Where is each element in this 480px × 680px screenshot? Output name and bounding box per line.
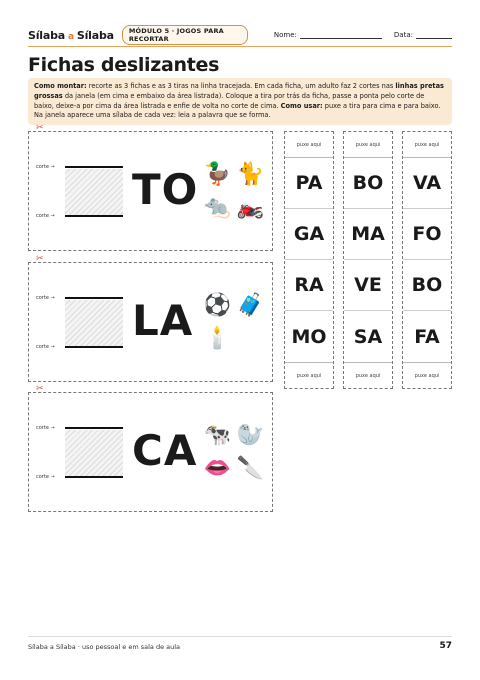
- strip-syllable: BO: [403, 260, 451, 311]
- cut-line-top: [65, 427, 123, 429]
- page-number: 57: [439, 641, 452, 651]
- duck-icon: 🦆: [203, 162, 232, 187]
- syllable-strip-3: [402, 131, 452, 389]
- strip-syllable: FO: [403, 209, 451, 260]
- strip-syllable: MA: [344, 209, 392, 260]
- cut-line-bottom: [65, 346, 123, 348]
- strip-syllable: RA: [285, 260, 333, 311]
- pull-tab-top: puxe aqui: [344, 132, 392, 158]
- cut-label: corte →: [36, 474, 55, 480]
- seal-icon: 🦭: [236, 423, 265, 448]
- cut-label: corte →: [36, 164, 55, 170]
- picture-hints: [201, 289, 267, 355]
- strip-syllable: GA: [285, 209, 333, 260]
- cut-label: corte →: [36, 425, 55, 431]
- strip-syllable: VA: [403, 158, 451, 209]
- pull-tab-top: puxe aqui: [285, 132, 333, 158]
- footer-credit: Sílaba a Sílaba · uso pessoal e em sala de aula: [28, 643, 181, 651]
- ball-icon: ⚽: [203, 293, 232, 318]
- scissors-icon: ✂: [36, 254, 44, 264]
- strip-syllable: SA: [353, 325, 383, 348]
- syllable-strip-2: [343, 131, 393, 389]
- cut-line-bottom: [65, 476, 123, 478]
- picture-hints: [201, 158, 267, 224]
- cut-label: corte →: [36, 295, 55, 301]
- pull-tab-bottom: puxe aqui: [344, 362, 392, 388]
- instructions-box: Como montar: recorte as 3 fichas e as 3 tiras na linha tracejada. Em cada ficha, um adulto faz 2 cortes nas linhas pretas grossas da janela (em cima e embaixo da área listrada). Coloque a tira por trás da ficha, passe a ponta pelo corte de baixo, deixe-a por cima da área listrada e enfie de volta no corte de cima. Como usar: puxe a tira para cima e para baixo. Na janela aparece uma sílaba de cada vez: leia a palavra que se forma.: [28, 78, 452, 125]
- candle-icon: 🕯️: [203, 326, 232, 351]
- card-syllable: LA: [132, 296, 194, 345]
- cut-label: corte →: [36, 344, 55, 350]
- name-field: Nome:: [274, 31, 382, 39]
- module-badge: MÓDULO 5 · JOGOS PARA RECORTAR: [122, 25, 248, 45]
- slide-card-to: [28, 131, 273, 251]
- motorcycle-icon: 🏍️: [236, 195, 265, 220]
- knife-icon: 🔪: [236, 456, 265, 481]
- card-syllable: CA: [132, 426, 198, 475]
- pull-tab-top: puxe aqui: [403, 132, 451, 158]
- cut-line-top: [65, 166, 123, 168]
- suitcase-icon: 🧳: [236, 293, 265, 318]
- cut-line-bottom: [65, 215, 123, 217]
- striped-window: [65, 430, 123, 476]
- footer-divider: [28, 636, 452, 637]
- lips-icon: 👄: [203, 456, 232, 481]
- date-field: Data:: [394, 31, 452, 39]
- striped-window: [65, 300, 123, 346]
- card-syllable: TO: [132, 165, 199, 214]
- mouse-icon: 🐀: [203, 195, 232, 220]
- header-divider: [28, 46, 452, 47]
- cat-icon: 🐈: [236, 162, 265, 187]
- page-header: [28, 26, 452, 44]
- strip-syllable: FA: [414, 325, 440, 348]
- pull-tab-bottom: puxe aqui: [285, 362, 333, 388]
- striped-window: [65, 169, 123, 215]
- cut-line-top: [65, 297, 123, 299]
- picture-hints: [201, 419, 267, 485]
- syllable-strip-1: [284, 131, 334, 389]
- slide-card-ca: [28, 392, 273, 512]
- cut-label: corte →: [36, 213, 55, 219]
- scissors-icon: ✂: [36, 384, 44, 394]
- brand-logo: Sílaba a Sílaba: [28, 28, 114, 42]
- page-title: Fichas deslizantes: [28, 54, 220, 76]
- strip-syllable: VE: [344, 260, 392, 311]
- slide-card-la: [28, 262, 273, 382]
- strip-syllable: PA: [285, 158, 333, 209]
- pull-tab-bottom: puxe aqui: [403, 362, 451, 388]
- strip-syllable: MO: [291, 325, 327, 348]
- strip-syllable: BO: [344, 158, 392, 209]
- cow-icon: 🐄: [203, 423, 232, 448]
- scissors-icon: ✂: [36, 123, 44, 133]
